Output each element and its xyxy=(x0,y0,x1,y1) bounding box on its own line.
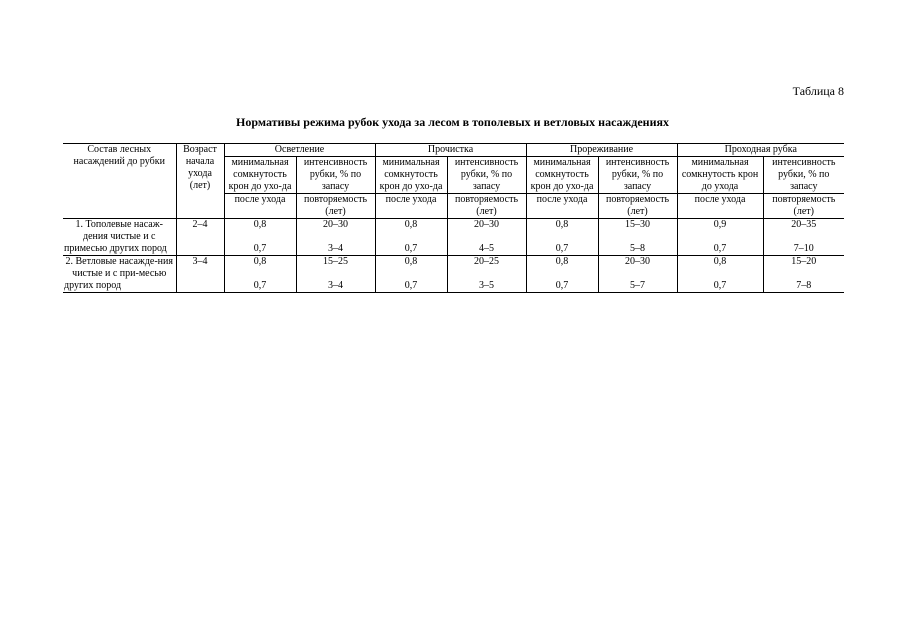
header-after-care: после ухода xyxy=(224,194,296,219)
header-intensity: интенсивность рубки, % по запасу xyxy=(763,157,844,194)
header-intensity: интенсивность рубки, % по запасу xyxy=(296,157,375,194)
header-composition: Состав лесных насаждений до рубки xyxy=(63,144,176,219)
table-number-label: Таблица 8 xyxy=(792,84,844,98)
value-cell: 0,8 0,7 xyxy=(375,256,447,293)
header-group-prokhodnaya: Проходная рубка xyxy=(677,144,844,157)
value-cell: 0,8 0,7 xyxy=(677,256,763,293)
header-group-osvetlenie: Осветление xyxy=(224,144,375,157)
row-age: 2–4 xyxy=(176,219,224,256)
header-after-care: после ухода xyxy=(677,194,763,219)
value-cell: 20–35 7–10 xyxy=(763,219,844,256)
header-repeat: повторяемость (лет) xyxy=(296,194,375,219)
header-repeat: повторяемость (лет) xyxy=(763,194,844,219)
header-repeat: повторяемость (лет) xyxy=(598,194,677,219)
table-row xyxy=(63,256,844,293)
header-min-density: минимальная сомкнутость крон до ухо-да xyxy=(224,157,296,194)
value-cell: 0,8 0,7 xyxy=(526,219,598,256)
header-group-prorezhivanie: Прореживание xyxy=(526,144,677,157)
norms-table xyxy=(63,143,844,293)
header-row-groups xyxy=(63,144,844,157)
value-cell: 20–30 5–7 xyxy=(598,256,677,293)
value-cell: 20–30 3–4 xyxy=(296,219,375,256)
value-cell: 0,8 0,7 xyxy=(375,219,447,256)
header-intensity: интенсивность рубки, % по запасу xyxy=(447,157,526,194)
row-composition: 2. Ветловые насажде-ния чистые и с при-месью других пород xyxy=(63,256,176,293)
row-age: 3–4 xyxy=(176,256,224,293)
header-group-prochistka: Прочистка xyxy=(375,144,526,157)
header-min-density: минимальная сомкнутость крон до ухо-да xyxy=(375,157,447,194)
value-cell: 0,8 0,7 xyxy=(224,256,296,293)
row-composition: 1. Тополевые насаж-дения чистые и с примесью других пород xyxy=(63,219,176,256)
header-after-care: после ухода xyxy=(526,194,598,219)
header-min-density: минимальная сомкнутость крон до ухода xyxy=(677,157,763,194)
value-cell: 15–30 5–8 xyxy=(598,219,677,256)
table-row xyxy=(63,219,844,256)
value-cell: 20–25 3–5 xyxy=(447,256,526,293)
table-title: Нормативы режима рубок ухода за лесом в тополевых и ветловых насаждениях xyxy=(236,115,669,129)
value-cell: 20–30 4–5 xyxy=(447,219,526,256)
value-cell: 0,8 0,7 xyxy=(526,256,598,293)
header-intensity: интенсивность рубки, % по запасу xyxy=(598,157,677,194)
header-min-density: минимальная сомкнутость крон до ухо-да xyxy=(526,157,598,194)
header-repeat: повторяемость (лет) xyxy=(447,194,526,219)
value-cell: 15–25 3–4 xyxy=(296,256,375,293)
value-cell: 0,8 0,7 xyxy=(224,219,296,256)
header-age: Возраст начала ухода (лет) xyxy=(176,144,224,219)
value-cell: 15–20 7–8 xyxy=(763,256,844,293)
value-cell: 0,9 0,7 xyxy=(677,219,763,256)
header-after-care: после ухода xyxy=(375,194,447,219)
